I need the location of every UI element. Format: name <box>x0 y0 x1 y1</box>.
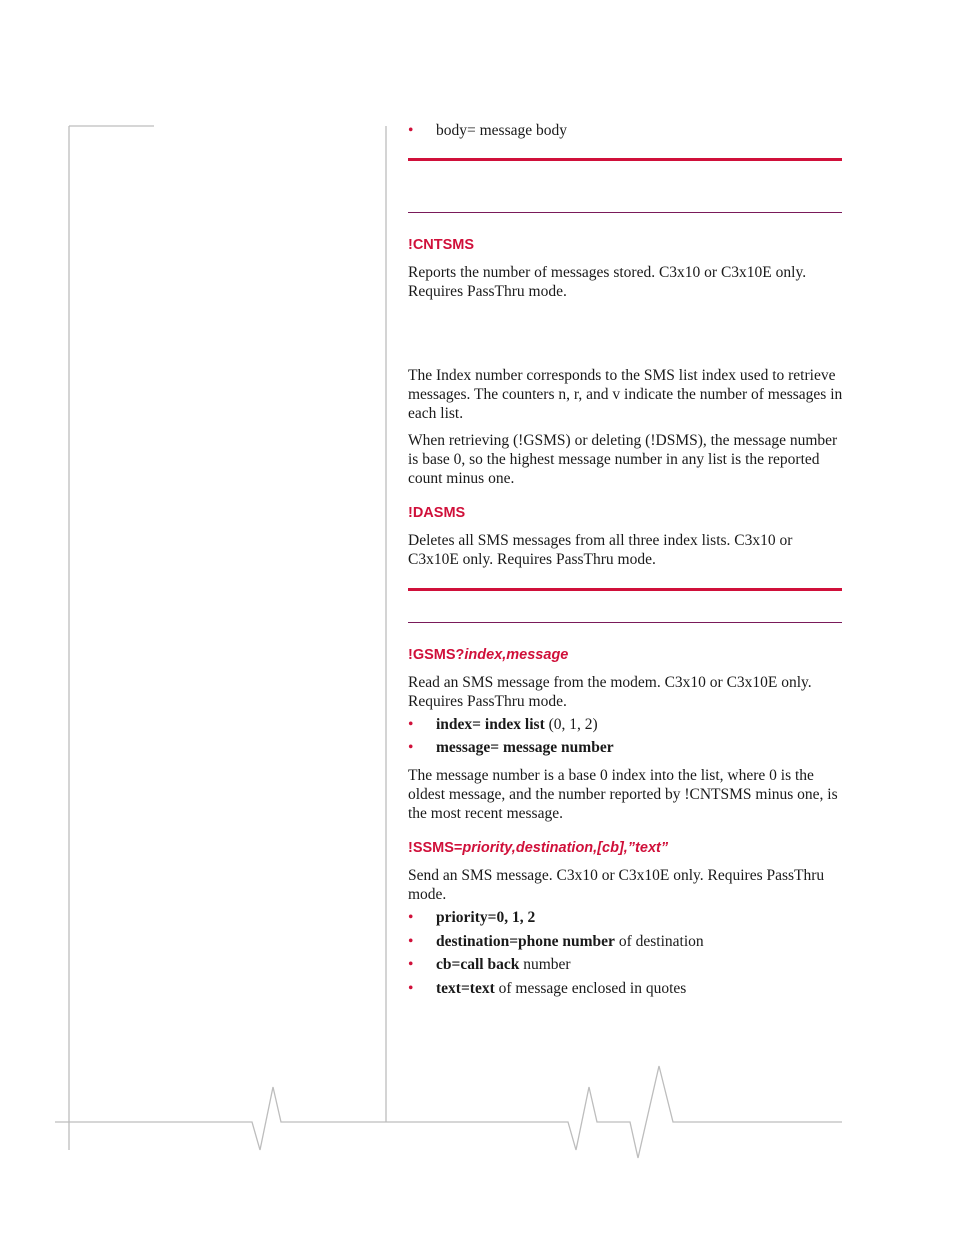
bullet-term: cb=call back <box>436 956 520 973</box>
ssms-bullet-callback <box>408 955 844 974</box>
bullet-text: number <box>519 956 571 973</box>
bullet-dot: • <box>408 739 414 756</box>
section-rule-thick <box>408 158 842 161</box>
dasms-description: Deletes all SMS messages from all three index lists. C3x10 or C3x10E only. Requires PassThru mode. <box>408 532 793 568</box>
cntsms-index-note: The Index number corresponds to the SMS list index used to retrieve messages. The counters n, r, and v indicate the number of messages in each list. <box>408 367 843 422</box>
ssms-bullet-priority <box>408 908 844 927</box>
cntsms-retrieve-note: When retrieving (!GSMS) or deleting (!DSMS), the message number is base 0, so the highest message number in any list is the reported count minus one. <box>408 432 838 487</box>
gsms-command: !GSMS? <box>408 647 465 663</box>
ssms-bullet-text <box>408 979 844 998</box>
body-bullet <box>408 121 844 140</box>
gsms-bullet-message <box>408 738 844 757</box>
bullet-text: (0, 1, 2) <box>544 716 598 733</box>
bullet-dot: • <box>408 716 414 733</box>
footer-pulse-line <box>55 1066 842 1158</box>
gsms-bullet-index <box>408 715 844 734</box>
bullet-term: priority=0, 1, 2 <box>436 909 536 926</box>
section-rule-thick <box>408 588 842 591</box>
bullet-dot: • <box>408 980 414 997</box>
bullet-term: text=text <box>436 980 495 997</box>
bullet-text: of message enclosed in quotes <box>494 980 687 997</box>
bullet-term: index= index list <box>436 716 545 733</box>
bullet-term: destination=phone number <box>436 933 615 950</box>
gsms-heading <box>408 646 844 664</box>
ssms-params: priority,destination,[cb],”text” <box>462 840 669 856</box>
cntsms-description: Reports the number of messages stored. C3x10 or C3x10E only. Requires PassThru mode. <box>408 264 807 300</box>
dasms-heading: !DASMS <box>408 505 466 521</box>
bullet-dot: • <box>408 933 414 950</box>
ssms-description: Send an SMS message. C3x10 or C3x10E only. Requires PassThru mode. <box>408 867 825 903</box>
gsms-params: index,message <box>464 647 569 663</box>
bullet-text: of destination <box>614 933 704 950</box>
ssms-bullet-destination <box>408 932 844 951</box>
ssms-heading <box>408 839 844 857</box>
section-rule-thin <box>408 212 842 213</box>
ssms-command: !SSMS= <box>408 840 463 856</box>
gsms-description: Read an SMS message from the modem. C3x10 or C3x10E only. Requires PassThru mode. <box>408 674 812 710</box>
bullet-term: message= message number <box>436 739 614 756</box>
section-rule-thin <box>408 622 842 623</box>
cntsms-heading: !CNTSMS <box>408 237 475 253</box>
gsms-note: The message number is a base 0 index into the list, where 0 is the oldest message, and the number reported by !CNTSMS minus one, is the most recent message. <box>408 767 838 822</box>
bullet-dot: • <box>408 909 414 926</box>
bullet-text: body= message body <box>436 122 568 139</box>
bullet-dot: • <box>408 956 414 973</box>
bullet-dot: • <box>408 122 414 139</box>
